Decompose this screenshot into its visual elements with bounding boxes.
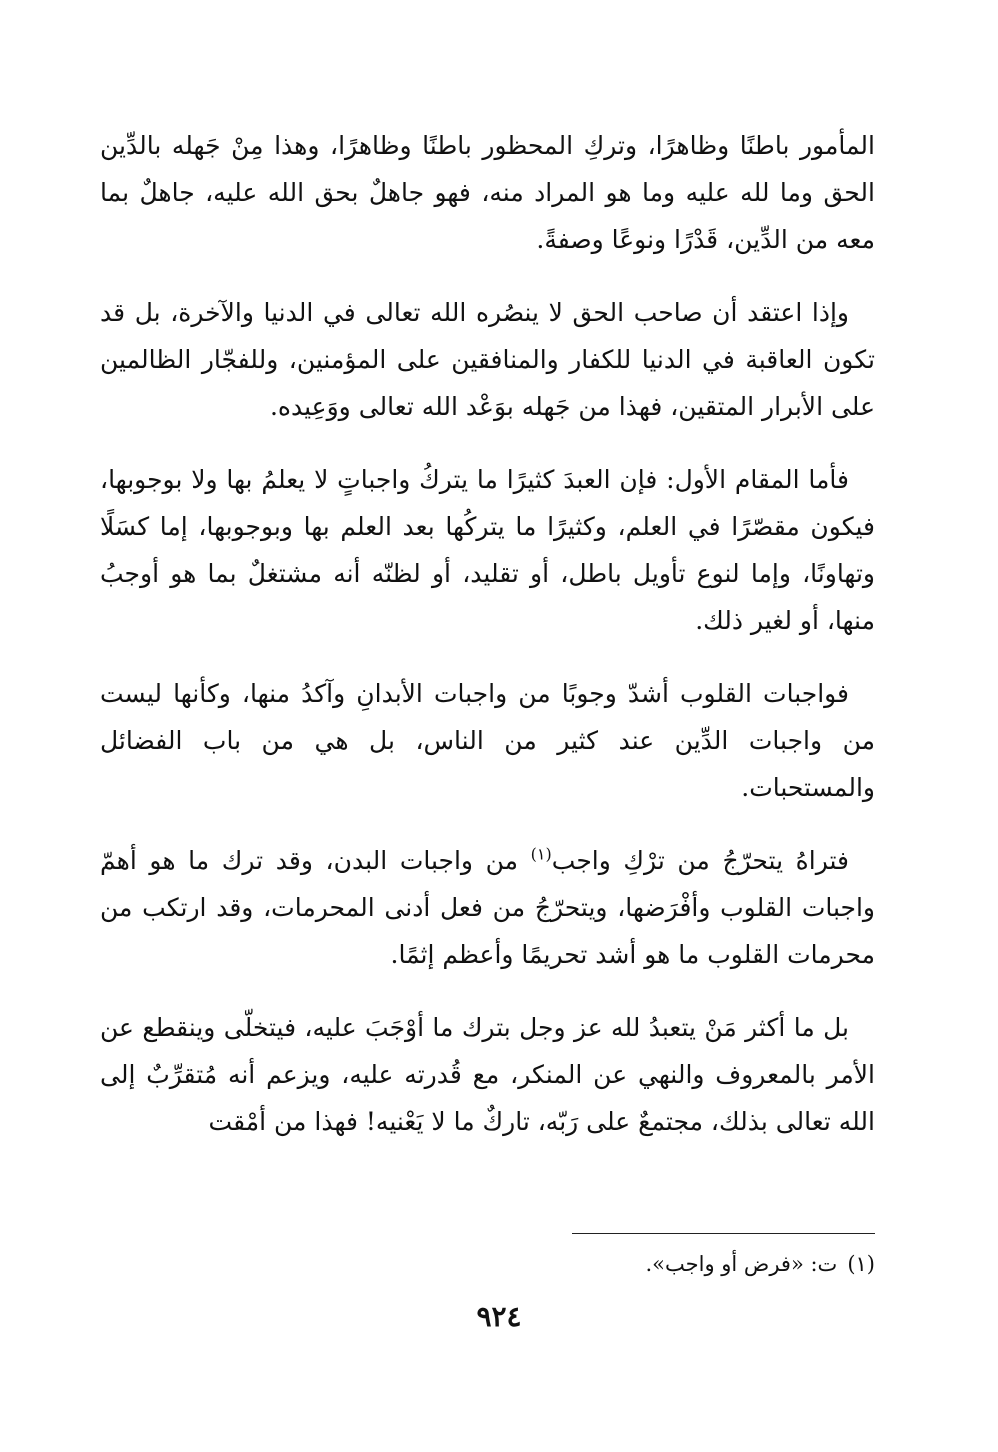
paragraph-1: المأمور باطنًا وظاهرًا، وتركِ المحظور باطنًا وظاهرًا، وهذا مِنْ جَهله بالدِّين الحق وما لله عليه وما هو المراد منه، فهو جاهلٌ بحق الله عليه، جاهلٌ بما معه من الدِّين، قَدْرًا ونوعًا وصفةً. [100, 131, 875, 254]
page-number: ٩٢٤ [476, 1300, 522, 1333]
paragraph-3: فأما المقام الأول: فإن العبدَ كثيرًا ما يتركُ واجباتٍ لا يعلمُ بها ولا بوجوبها، فيكون مقصّرًا في العلم، وكثيرًا ما يتركُها بعد العلم بها وبوجوبها، إما كسَلًا وتهاونًا، وإما لنوع تأويل باطل، أو تقليد، أو لظنّه أنه مشتغلٌ بما هو أوجبُ منها، أو لغير ذلك. [100, 465, 875, 635]
footnote-number: (١) [847, 1252, 875, 1276]
footnote-divider [572, 1233, 875, 1234]
paragraph-2: وإذا اعتقد أن صاحب الحق لا ينصُره الله تعالى في الدنيا والآخرة، بل قد تكون العاقبة في الدنيا للكفار والمنافقين على المؤمنين، وللفجّار الظالمين على الأبرار المتقين، فهذا من جَهله بوَعْد الله تعالى ووَعِيده. [100, 298, 875, 421]
footnote-text: ت: «فرض أو واجب». [645, 1252, 838, 1276]
footnote-reference: (١) [530, 844, 552, 864]
paragraph-5-part-2: من واجبات البدن، وقد ترك ما هو أهمّ واجبات القلوب وأفْرَضها، ويتحرّجُ من فعل أدنى المحرمات، وقد ارتكب من محرمات القلوب ما هو أشد تحريمًا وأعظم إثمًا. [100, 846, 875, 969]
paragraph-4: فواجبات القلوب أشدّ وجوبًا من واجبات الأبدانِ وآكدُ منها، وكأنها ليست من واجبات الدِّين عند كثير من الناس، بل هي من باب الفضائل والمستحبات. [100, 679, 875, 802]
main-text [100, 122, 875, 1171]
paragraph-5 [100, 837, 875, 978]
paragraph-6: بل ما أكثر مَنْ يتعبدُ لله عز وجل بترك ما أوْجَبَ عليه، فيتخلّى وينقطع عن الأمر بالمعروف والنهي عن المنكر، مع قُدرته عليه، ويزعم أنه مُتقرِّبٌ إلى الله تعالى بذلك، مجتمعٌ على رَبّه، تاركٌ ما لا يَعْنيه! فهذا من أمْقت [100, 1013, 875, 1136]
paragraph-5-part-1: فتراهُ يتحرّجُ من ترْكِ واجب [551, 846, 849, 875]
footnote [100, 1248, 875, 1280]
